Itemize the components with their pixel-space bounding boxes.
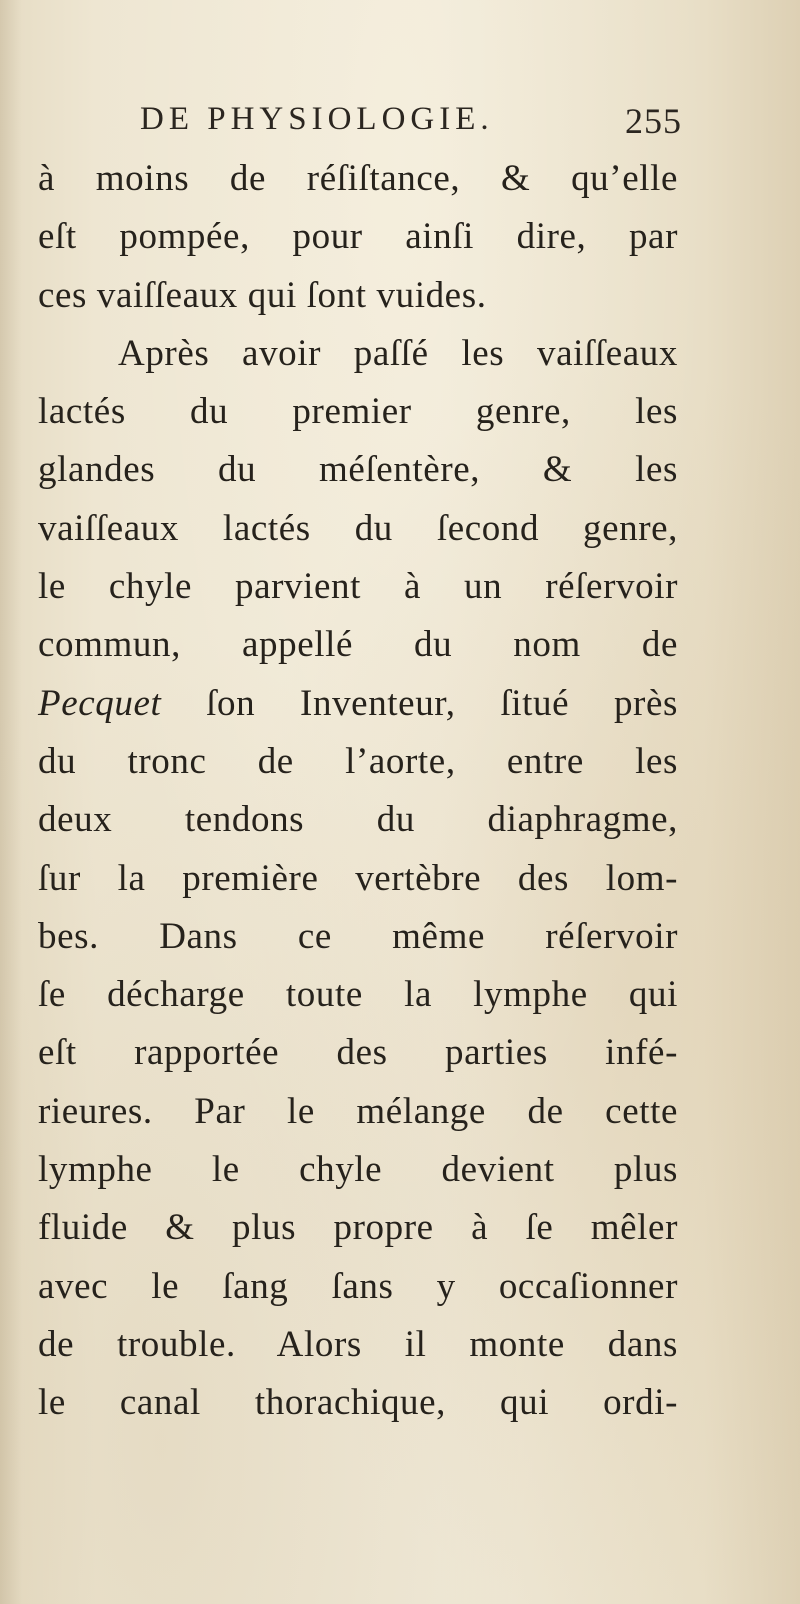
text-line: avec le ſang ſans y occaſionner [38,1265,678,1307]
body-text [38,150,678,1433]
page-number: 255 [625,101,682,141]
text-line: Après avoir paſſé les vaiſſeaux [118,332,678,374]
text-line: ſur la première vertèbre des lom- [38,857,678,899]
text-line [38,675,678,733]
text-line: lymphe le chyle devient plus [38,1149,678,1191]
text-line: deux tendons du diaphragme, [38,799,678,841]
text-line: le chyle parvient à un réſervoir [38,566,678,608]
text-line: commun, appellé du nom de [38,624,678,666]
text-line: vaiſſeaux lactés du ſecond genre, [38,507,678,549]
gutter-shadow [0,0,22,1604]
text-line: le canal thorachique, qui ordi- [38,1382,678,1424]
running-head [140,96,700,142]
proper-name: Pecquet [38,682,162,724]
text-line: à moins de réſiſtance, & qu’elle [38,158,678,199]
text-line: glandes du méſentère, & les [38,449,678,491]
text-line: eſt rapportée des parties infé- [38,1032,678,1074]
text-line: lactés du premier genre, les [38,391,678,433]
text-line: bes. Dans ce même réſervoir [38,915,678,957]
running-head-title: DE PHYSIOLOGIE. [140,101,494,137]
text-line: de trouble. Alors il monte dans [38,1323,678,1365]
text-line-rest: ſon Inventeur, ſitué près [206,682,678,724]
text-line: eſt pompée, pour ainſi dire, par [38,216,678,258]
text-line: fluide & plus propre à ſe mêler [38,1207,678,1249]
text-line: rieures. Par le mélange de cette [38,1090,678,1132]
text-line: ces vaiſſeaux qui ſont vuides. [38,274,487,316]
text-line: ſe décharge toute la lymphe qui [38,974,678,1016]
text-line: du tronc de l’aorte, entre les [38,740,678,782]
